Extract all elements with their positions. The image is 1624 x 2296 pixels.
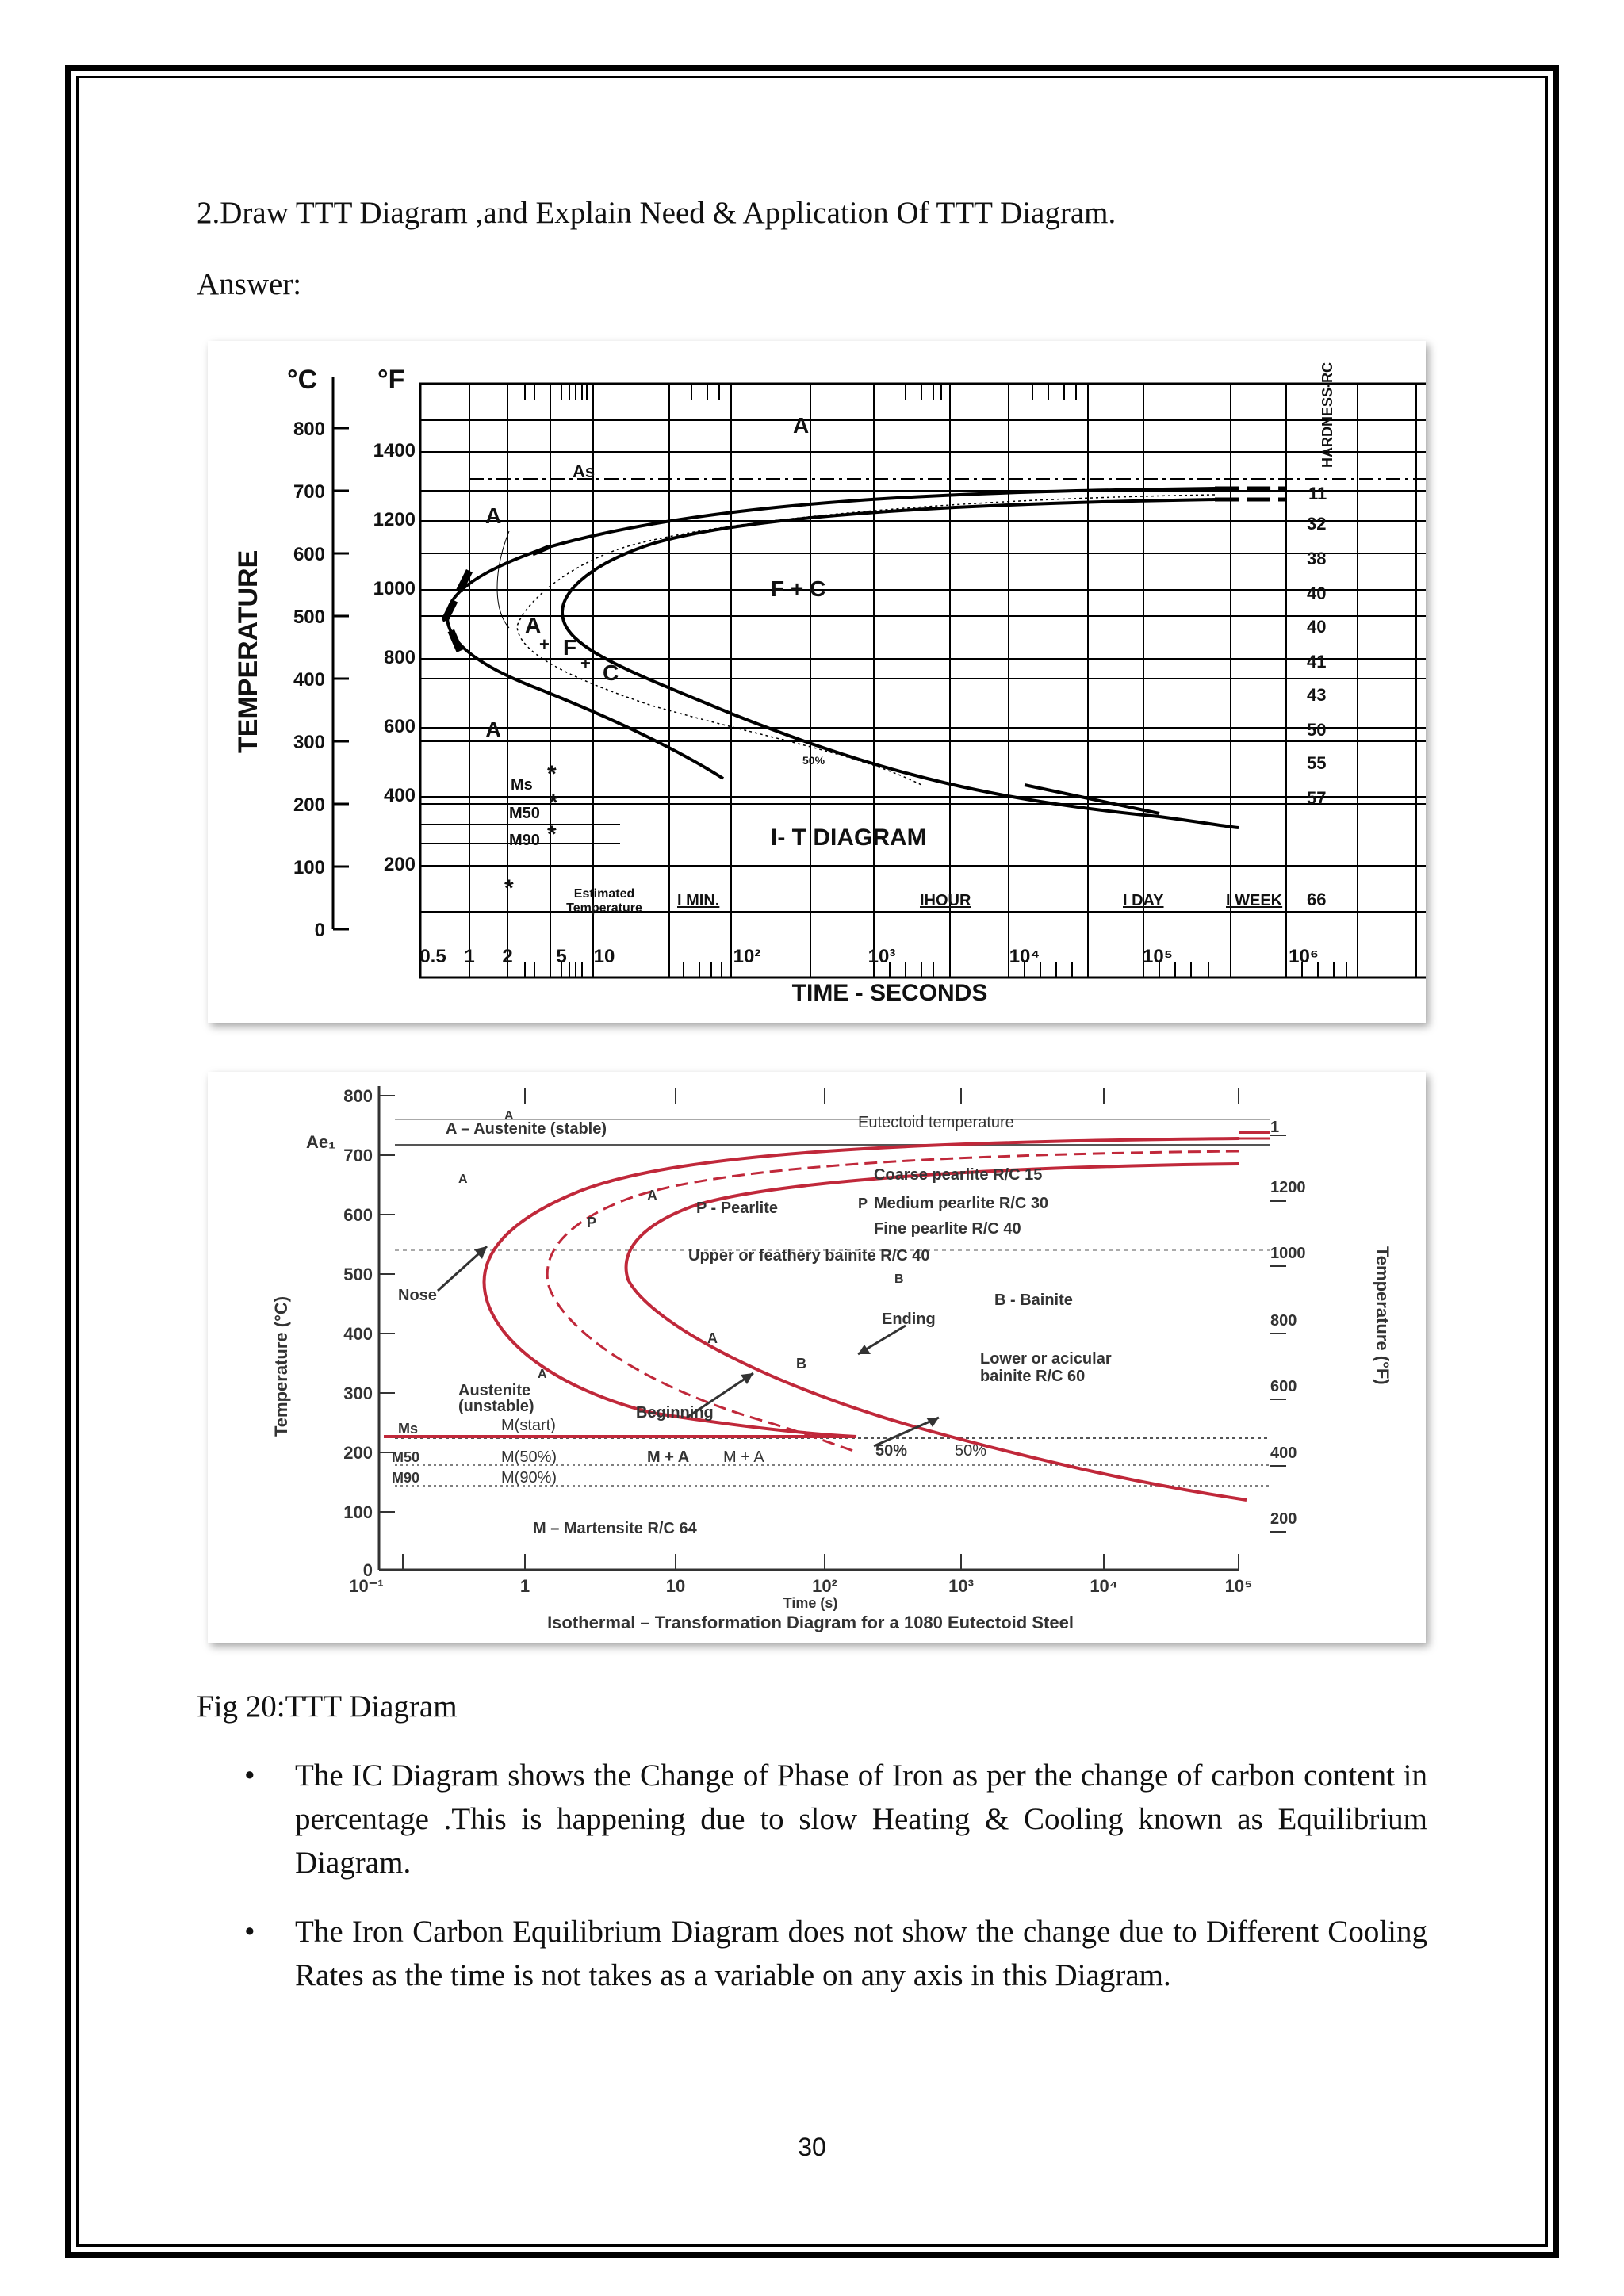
hardness-value: 66 <box>1307 890 1327 909</box>
bullet-symbol: • <box>244 1915 255 1949</box>
lower-bainite-line-2: bainite R/C 60 <box>980 1368 1086 1385</box>
hardness-value: 55 <box>1307 753 1327 773</box>
fine-pearlite-label: Fine pearlite R/C 40 <box>874 1220 1021 1238</box>
x-tick: 10⁵ <box>1224 1576 1253 1596</box>
austenite-stable-label: A – Austenite (stable) <box>446 1120 607 1138</box>
figure-caption: Fig 20:TTT Diagram <box>197 1689 458 1724</box>
p-curve-label: P <box>587 1215 597 1230</box>
hardness-axis-label: HARDNESS-RC <box>1320 362 1335 468</box>
c-tick-600: 600 <box>293 544 325 565</box>
x-tick: 10⁵ <box>1143 946 1173 967</box>
hardness-value: 43 <box>1307 685 1327 705</box>
eutectoid-label: Eutectoid temperature <box>858 1114 1014 1131</box>
a-curve-label: A <box>647 1188 657 1203</box>
fahrenheit-unit: °F <box>377 365 405 395</box>
region-f: F <box>563 635 577 660</box>
c-tick-100: 100 <box>293 857 325 878</box>
x-tick: 10⁶ <box>1289 946 1319 967</box>
time-axis-label: TIME - SECONDS <box>791 980 988 1006</box>
m-plus-a-label: M + A <box>647 1448 690 1466</box>
time-mark-1hour: IHOUR <box>920 892 971 909</box>
x-tick: 10³ <box>948 1576 974 1596</box>
bullet-text: The Iron Carbon Equilibrium Diagram does not show the change due to Different Cooling Rates as the time is not takes as a variable on any axis in this Diagram. <box>295 1915 1427 1992</box>
region-a-top: A <box>793 413 810 438</box>
a-curve2-label: A <box>707 1330 718 1346</box>
m-start-label: M(start) <box>501 1417 556 1434</box>
star-marker: * <box>504 875 514 901</box>
m-plus-a-label-2: M + A <box>723 1448 764 1466</box>
x-tick: 1 <box>464 946 475 967</box>
fifty-percent-a: 50% <box>875 1442 908 1460</box>
celsius-unit: °C <box>287 365 318 395</box>
estimated-line-2: Temperature <box>566 901 642 915</box>
c-tick-0: 0 <box>314 920 325 941</box>
region-plus-1: + <box>539 634 550 654</box>
c-tick-400: 400 <box>343 1324 373 1344</box>
x-tick: 10² <box>812 1576 837 1596</box>
question-heading: 2.Draw TTT Diagram ,and Explain Need & Application Of TTT Diagram. <box>197 196 1116 230</box>
nose-label: Nose <box>398 1287 437 1304</box>
it-diagram-figure <box>208 341 1426 1023</box>
label-ms: Ms <box>511 776 533 794</box>
it-diagram-title: I- T DIAGRAM <box>771 825 927 851</box>
region-plus-2: + <box>580 653 591 673</box>
c-tick-500: 500 <box>293 607 325 628</box>
martensite-label: M – Martensite R/C 64 <box>533 1520 697 1537</box>
fahrenheit-axis-label: Temperature (°F) <box>1373 1246 1392 1385</box>
c-tick-600: 600 <box>343 1205 373 1225</box>
f-tick-800: 800 <box>383 647 416 668</box>
c-tick-700: 700 <box>343 1146 373 1165</box>
label-m90: M90 <box>509 832 540 849</box>
austenite-unstable-line-2: (unstable) <box>458 1398 534 1415</box>
c-tick-200: 200 <box>343 1443 373 1463</box>
time-mark-1week: I WEEK <box>1226 892 1283 909</box>
x-tick: 10 <box>665 1576 686 1596</box>
x-tick: 10² <box>733 946 761 967</box>
bullet-text: The IC Diagram shows the Change of Phase of Iron as per the change of carbon content in percentage .This is happening due to slow Heating & Cooling known as Equilibrium Diagram. <box>295 1758 1427 1880</box>
isothermal-diagram-figure <box>208 1072 1426 1643</box>
b-marker: B <box>894 1272 904 1286</box>
region-a-mid: A <box>485 503 502 528</box>
x-tick: 0.5 <box>419 946 446 967</box>
beginning-label: Beginning <box>636 1404 714 1422</box>
f-tick-400: 400 <box>383 785 416 806</box>
hardness-value: 41 <box>1307 652 1327 672</box>
star-marker: * <box>549 790 558 816</box>
f-tick-400: 400 <box>1270 1445 1297 1462</box>
upper-bainite-label: Upper or feathery bainite R/C 40 <box>688 1247 930 1265</box>
x-tick: 10 <box>593 946 615 967</box>
a-unstable-label: A <box>538 1368 547 1381</box>
f-tick-800: 800 <box>1270 1312 1297 1330</box>
c-tick-400: 400 <box>293 669 325 691</box>
label-m50: M50 <box>509 805 540 822</box>
a-left-label: A <box>458 1173 468 1186</box>
f-tick-1000: 1000 <box>1270 1245 1306 1262</box>
region-a-plus: A <box>525 613 542 637</box>
x-tick: 5 <box>556 946 567 967</box>
one-label: 1 <box>1270 1119 1280 1136</box>
bainite-label: B - Bainite <box>994 1292 1073 1309</box>
c-tick-0: 0 <box>362 1560 373 1580</box>
bullet-list <box>238 1754 1427 2022</box>
bullet-item <box>238 1754 1427 1885</box>
p-marker: P <box>858 1196 868 1211</box>
x-tick: 10⁴ <box>1009 946 1040 967</box>
star-marker: * <box>547 761 557 787</box>
c-tick-800: 800 <box>293 419 325 440</box>
m50-label: M50 <box>392 1449 420 1465</box>
temperature-axis-label: TEMPERATURE <box>233 549 263 753</box>
bullet-symbol: • <box>244 1758 255 1793</box>
m90-percent-label: M(90%) <box>501 1469 557 1487</box>
answer-label: Answer: <box>197 267 302 301</box>
region-c: C <box>603 660 619 685</box>
time-mark-1min: I MIN. <box>677 892 720 909</box>
star-marker: * <box>547 821 557 848</box>
hardness-value: 57 <box>1307 788 1327 808</box>
celsius-axis-label: Temperature (°C) <box>271 1295 291 1437</box>
ae1-label: Ae₁ <box>306 1132 336 1152</box>
m90-label: M90 <box>392 1470 420 1486</box>
ending-label: Ending <box>882 1311 936 1328</box>
b-curve-label: B <box>796 1356 806 1372</box>
m50-percent-label: M(50%) <box>501 1448 557 1466</box>
fifty-percent-b: 50% <box>955 1442 987 1460</box>
medium-pearlite-label: Medium pearlite R/C 30 <box>874 1195 1049 1212</box>
hardness-value: 40 <box>1307 584 1327 603</box>
region-f-plus-c: F + C <box>771 576 826 601</box>
x-tick: 10³ <box>868 946 896 967</box>
f-tick-600: 600 <box>383 716 416 737</box>
c-tick-500: 500 <box>343 1265 373 1284</box>
x-tick: 10⁴ <box>1090 1576 1118 1596</box>
lower-bainite-line-1: Lower or acicular <box>980 1350 1112 1368</box>
time-mark-1day: I DAY <box>1123 892 1164 909</box>
x-tick: 2 <box>502 946 513 967</box>
austenite-unstable-line-1: Austenite <box>458 1382 531 1399</box>
hardness-value: 50 <box>1307 720 1327 740</box>
hardness-value: 40 <box>1307 617 1327 637</box>
ms-label: Ms <box>398 1421 419 1437</box>
label-50-percent: 50% <box>802 754 825 767</box>
hardness-value: 38 <box>1307 549 1327 568</box>
x-tick: 1 <box>519 1576 530 1596</box>
coarse-pearlite-label: Coarse pearlite R/C 15 <box>874 1166 1043 1184</box>
f-tick-200: 200 <box>1270 1510 1297 1528</box>
f-tick-600: 600 <box>1270 1378 1297 1395</box>
estimated-line-1: Estimated <box>573 887 635 901</box>
f-tick-1200: 1200 <box>1270 1179 1306 1196</box>
c-tick-300: 300 <box>293 732 325 753</box>
time-axis-label: Time (s) <box>783 1595 838 1611</box>
c-tick-700: 700 <box>293 481 325 503</box>
a-top-label: A <box>504 1109 514 1123</box>
pearlite-label: P - Pearlite <box>696 1200 779 1217</box>
c-tick-800: 800 <box>343 1086 373 1106</box>
bullet-item <box>238 1910 1427 1997</box>
region-as: As <box>573 461 596 481</box>
x-tick: 10⁻¹ <box>349 1576 384 1596</box>
region-a-lower: A <box>485 718 502 742</box>
c-tick-300: 300 <box>343 1383 373 1403</box>
hardness-value: 32 <box>1307 514 1327 534</box>
c-tick-100: 100 <box>343 1502 373 1522</box>
c-tick-200: 200 <box>293 794 325 816</box>
f-tick-1200: 1200 <box>373 509 416 530</box>
hardness-value: 11 <box>1308 484 1327 503</box>
f-tick-200: 200 <box>383 854 416 875</box>
f-tick-1400: 1400 <box>373 440 416 461</box>
page-number: 30 <box>798 2133 826 2161</box>
f-tick-1000: 1000 <box>373 578 416 599</box>
isothermal-diagram-title: Isothermal – Transformation Diagram for a 1080 Eutectoid Steel <box>547 1613 1074 1632</box>
